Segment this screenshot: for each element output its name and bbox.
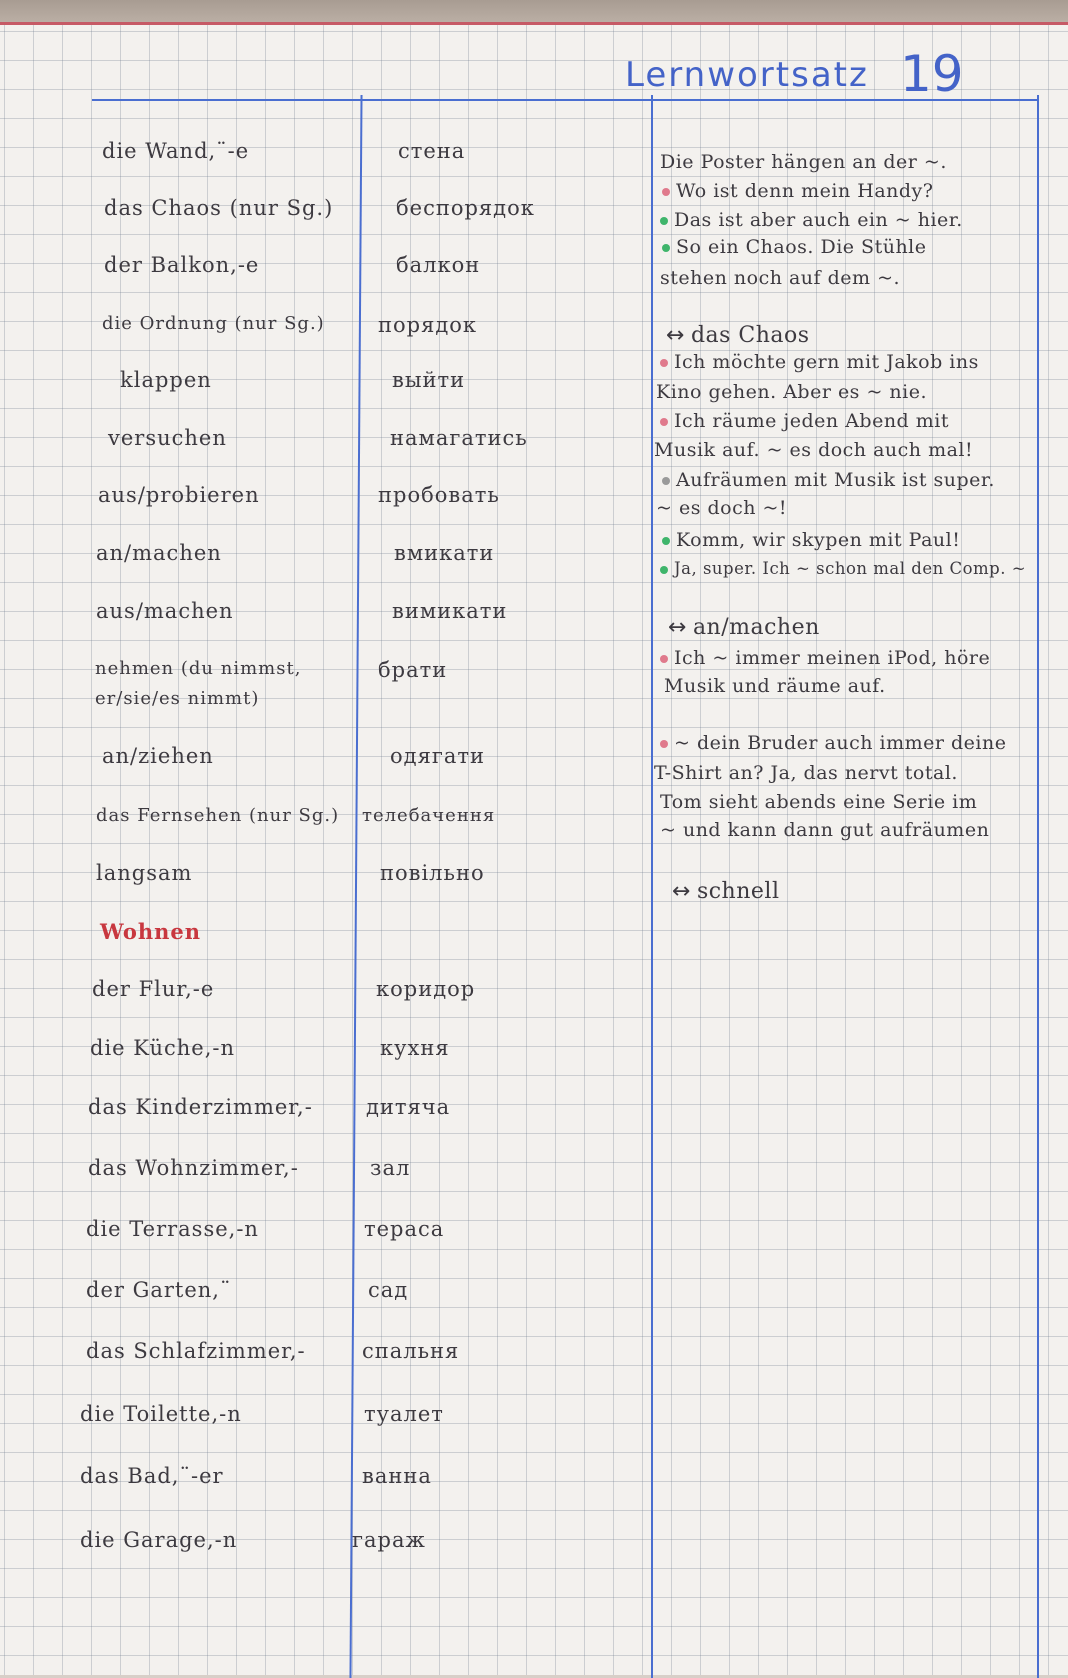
example-text: Ich möchte gern mit Jakob ins xyxy=(674,351,979,373)
bullet-dot-icon xyxy=(662,244,670,252)
bullet-dot-icon xyxy=(660,217,668,225)
double-arrow-icon: ↔ xyxy=(672,879,691,904)
word-de: an/machen xyxy=(96,541,222,565)
word-de: die Wand,¨-e xyxy=(102,139,250,163)
example-line xyxy=(662,180,933,202)
example-line xyxy=(660,559,1026,578)
room-de: der Garten,¨ xyxy=(86,1278,232,1302)
bullet-dot-icon xyxy=(662,188,670,196)
right-margin-line xyxy=(1037,95,1039,1678)
example-line xyxy=(656,381,927,403)
room-de: das Kinderzimmer,- xyxy=(88,1095,313,1119)
word-translation: беспорядок xyxy=(396,196,535,220)
room-translation: дитяча xyxy=(366,1095,451,1119)
example-line xyxy=(660,410,949,432)
top-rule xyxy=(92,99,1038,101)
example-text: Kino gehen. Aber es ~ nie. xyxy=(656,381,928,403)
example-text: So ein Chaos. Die Stühle xyxy=(676,236,927,258)
bullet-dot-icon xyxy=(660,418,668,426)
bullet-dot-icon xyxy=(660,566,668,574)
example-line xyxy=(656,497,787,519)
example-text: Das ist aber auch ein ~ hier. xyxy=(674,209,963,231)
section-heading: Wohnen xyxy=(100,919,202,944)
room-de: der Flur,-e xyxy=(92,977,215,1001)
example-text: Aufräumen mit Musik ist super. xyxy=(676,469,995,491)
example-text: an/machen xyxy=(692,615,820,640)
bullet-dot-icon xyxy=(660,740,668,748)
bullet-dot-icon xyxy=(660,655,668,663)
room-de: das Wohnzimmer,- xyxy=(88,1156,299,1180)
word-translation: одягати xyxy=(390,744,485,768)
example-text: schnell xyxy=(696,879,780,904)
example-text: Tom sieht abends eine Serie im xyxy=(660,791,978,813)
example-line xyxy=(662,469,995,491)
word-de: das Chaos (nur Sg.) xyxy=(104,196,334,220)
word-translation: балкон xyxy=(396,253,481,277)
example-line xyxy=(666,323,810,348)
word-translation: намагатись xyxy=(390,426,528,450)
example-text: Musik auf. ~ es doch auch mal! xyxy=(654,439,974,461)
word-translation: порядок xyxy=(378,313,478,337)
double-arrow-icon: ↔ xyxy=(666,323,685,348)
room-de: die Küche,-n xyxy=(90,1036,236,1060)
word-de: die Ordnung (nur Sg.) xyxy=(102,313,325,334)
bullet-dot-icon xyxy=(662,537,670,545)
word-de: aus/probieren xyxy=(98,483,260,507)
word-translation: брати xyxy=(378,658,448,682)
example-text: Ja, super. Ich ~ schon mal den Comp. ~ xyxy=(674,559,1027,578)
example-line xyxy=(660,151,947,173)
word-translation: стена xyxy=(398,139,466,163)
room-translation: сад xyxy=(368,1278,409,1302)
example-text: ~ dein Bruder auch immer deine xyxy=(674,732,1007,754)
room-translation: тераса xyxy=(364,1217,445,1241)
example-line xyxy=(660,209,963,231)
word-de: aus/machen xyxy=(96,599,234,623)
word-de-line2: er/sie/es nimmt) xyxy=(95,688,260,709)
example-line xyxy=(664,675,886,697)
double-arrow-icon: ↔ xyxy=(668,615,687,640)
example-line xyxy=(660,647,990,669)
word-de: langsam xyxy=(96,861,193,885)
room-de: die Toilette,-n xyxy=(80,1402,242,1426)
bullet-dot-icon xyxy=(660,359,668,367)
column-divider-2 xyxy=(651,95,653,1678)
example-text: ~ und kann dann gut aufräumen xyxy=(660,819,990,841)
word-de: versuchen xyxy=(108,426,227,450)
word-translation: пробовать xyxy=(378,483,500,507)
example-text: Wo ist denn mein Handy? xyxy=(676,180,934,202)
example-text: Ich ~ immer meinen iPod, höre xyxy=(674,647,991,669)
example-line xyxy=(660,351,979,373)
word-de: der Balkon,-e xyxy=(104,253,260,277)
room-translation: кухня xyxy=(380,1036,450,1060)
example-line xyxy=(660,819,989,841)
example-text: das Chaos xyxy=(690,323,810,348)
example-line xyxy=(662,529,960,551)
example-text: Komm, wir skypen mit Paul! xyxy=(676,529,961,551)
word-de: das Fernsehen (nur Sg.) xyxy=(96,805,340,826)
page-title: Lernwortsatz xyxy=(625,55,869,95)
word-translation: вмикати xyxy=(394,541,495,565)
word-translation: вимикати xyxy=(392,599,508,623)
example-text: Musik und räume auf. xyxy=(664,675,886,697)
example-line xyxy=(672,879,779,904)
room-translation: коридор xyxy=(376,977,476,1001)
notebook-page xyxy=(0,22,1068,1675)
example-line xyxy=(668,615,820,640)
room-de: die Garage,-n xyxy=(80,1528,238,1552)
room-de: die Terrasse,-n xyxy=(86,1217,259,1241)
word-translation: телебачення xyxy=(362,805,496,826)
example-line xyxy=(654,762,958,784)
example-text: Die Poster hängen an der ~. xyxy=(660,151,947,173)
example-line xyxy=(660,791,977,813)
word-translation: выйти xyxy=(392,368,466,392)
example-text: Ich räume jeden Abend mit xyxy=(674,410,949,432)
example-text: ~ es doch ~! xyxy=(656,497,788,519)
example-line xyxy=(662,236,927,258)
word-de: an/ziehen xyxy=(102,744,214,768)
room-translation: гараж xyxy=(352,1528,426,1552)
room-translation: туалет xyxy=(364,1402,444,1426)
example-line xyxy=(660,267,900,289)
example-line xyxy=(654,439,973,461)
example-text: T-Shirt an? Ja, das nervt total. xyxy=(654,762,958,784)
bullet-dot-icon xyxy=(662,477,670,485)
column-divider-1 xyxy=(349,95,362,1678)
room-translation: ванна xyxy=(362,1464,432,1488)
word-de: klappen xyxy=(120,368,212,392)
room-de: das Bad,¨-er xyxy=(80,1464,224,1488)
word-de: nehmen (du nimmst, xyxy=(95,658,302,679)
room-de: das Schlafzimmer,- xyxy=(86,1339,306,1363)
word-translation: повільно xyxy=(380,861,485,885)
example-line xyxy=(660,732,1006,754)
room-translation: спальня xyxy=(362,1339,460,1363)
example-text: stehen noch auf dem ~. xyxy=(660,267,901,289)
page-number: 19 xyxy=(900,45,964,103)
room-translation: зал xyxy=(370,1156,411,1180)
